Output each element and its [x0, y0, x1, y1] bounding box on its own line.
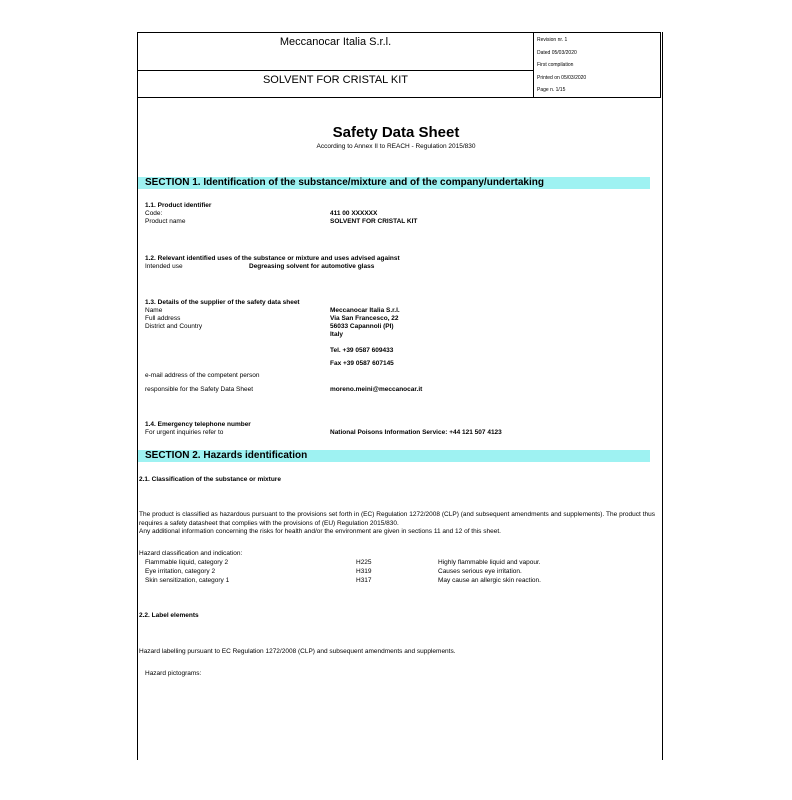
header-left: [138, 33, 534, 97]
hazard-description: May cause an allergic skin reaction.: [438, 577, 541, 584]
full-address-value: Via San Francesco, 22: [330, 315, 399, 322]
classification-paragraph: The product is classified as hazardous pursuant to the provisions set forth in (EC) Regulation 1272/2008 (CLP) (and subsequent amendments and supplements). The product thus requires a safety datasheet that complies with the provisions of (EU) Regulation 2015/830.: [139, 511, 655, 527]
additional-info: Any additional information concerning the risks for health and/or the environment are given in sections 11 and 12 of this sheet.: [139, 528, 501, 535]
code-label: Code:: [145, 210, 163, 217]
supplier-name-label: Name: [145, 307, 163, 314]
hazard-classification-intro: Hazard classification and indication:: [139, 550, 243, 557]
email-label-line2: responsible for the Safety Data Sheet: [145, 386, 254, 393]
district-value: 56033 Capannoli (PI): [330, 323, 394, 330]
hazard-class: Skin sensitization, category 1: [145, 577, 230, 584]
code-value: 411 00 XXXXXX: [330, 210, 378, 217]
product-name-label: Product name: [145, 218, 186, 225]
supplier-name-value: Meccanocar Italia S.r.l.: [330, 307, 400, 314]
product-identifier-heading: 1.1. Product identifier: [145, 202, 212, 209]
product-name-value: SOLVENT FOR CRISTAL KIT: [330, 218, 418, 225]
intended-use-value: Degreasing solvent for automotive glass: [249, 263, 375, 270]
classification-heading: 2.1. Classification of the substance or mixture: [139, 476, 281, 483]
document-title: Safety Data Sheet: [332, 124, 460, 141]
document-subtitle: According to Annex II to REACH - Regulation 2015/830: [316, 143, 476, 150]
hazard-description: Highly flammable liquid and vapour.: [438, 559, 541, 566]
revision-info: [537, 34, 586, 97]
hazard-code: H317: [356, 577, 372, 584]
country-value: Italy: [330, 331, 344, 338]
section-2-header: [138, 450, 650, 462]
section-2-title: SECTION 2. Hazards identification: [145, 450, 308, 461]
product-name: SOLVENT FOR CRISTAL KIT: [262, 74, 409, 86]
revision-number: Revision nr. 1: [537, 37, 568, 43]
hazard-class: Eye irritation, category 2: [145, 568, 216, 575]
section-1-title: SECTION 1. Identification of the substance/mixture and of the company/undertaking: [145, 177, 544, 188]
full-address-label: Full address: [145, 315, 181, 322]
urgent-inquiries-value: National Poisons Information Service: +44 121 507 4123: [330, 429, 502, 436]
printed-date: Printed on 05/03/2020: [537, 74, 587, 81]
hazard-pictograms-label: Hazard pictograms:: [145, 670, 202, 677]
telephone: Tel. +39 0587 609433: [330, 347, 394, 354]
first-compilation: First compilation: [537, 62, 574, 68]
hazard-code: H225: [356, 559, 372, 566]
hazard-class: Flammable liquid, category 2: [145, 559, 229, 566]
emergency-phone-heading: 1.4. Emergency telephone number: [145, 421, 251, 428]
label-elements-heading: 2.2. Label elements: [139, 612, 199, 619]
document-header: [137, 32, 661, 98]
hazard-code: H319: [356, 568, 372, 575]
section-1-header: [138, 177, 650, 189]
hazard-description: Causes serious eye irritation.: [438, 568, 522, 575]
email-value: moreno.meini@meccanocar.it: [330, 386, 423, 393]
district-label: District and Country: [145, 323, 203, 330]
email-label-line1: e-mail address of the competent person: [145, 372, 260, 379]
revision-date: Dated 05/03/2020: [537, 49, 577, 56]
hazard-labelling-text: Hazard labelling pursuant to EC Regulation 1272/2008 (CLP) and subsequent amendments and supplements.: [139, 648, 456, 655]
intended-use-label: Intended use: [145, 263, 183, 270]
urgent-inquiries-label: For urgent inquiries refer to: [145, 429, 224, 436]
fax: Fax +39 0587 607145: [330, 360, 394, 367]
page-number: Page n. 1/15: [537, 87, 566, 93]
supplier-details-heading: 1.3. Details of the supplier of the safety data sheet: [145, 299, 300, 306]
company-name: Meccanocar Italia S.r.l.: [279, 36, 392, 48]
relevant-uses-heading: 1.2. Relevant identified uses of the substance or mixture and uses advised against: [145, 255, 400, 262]
